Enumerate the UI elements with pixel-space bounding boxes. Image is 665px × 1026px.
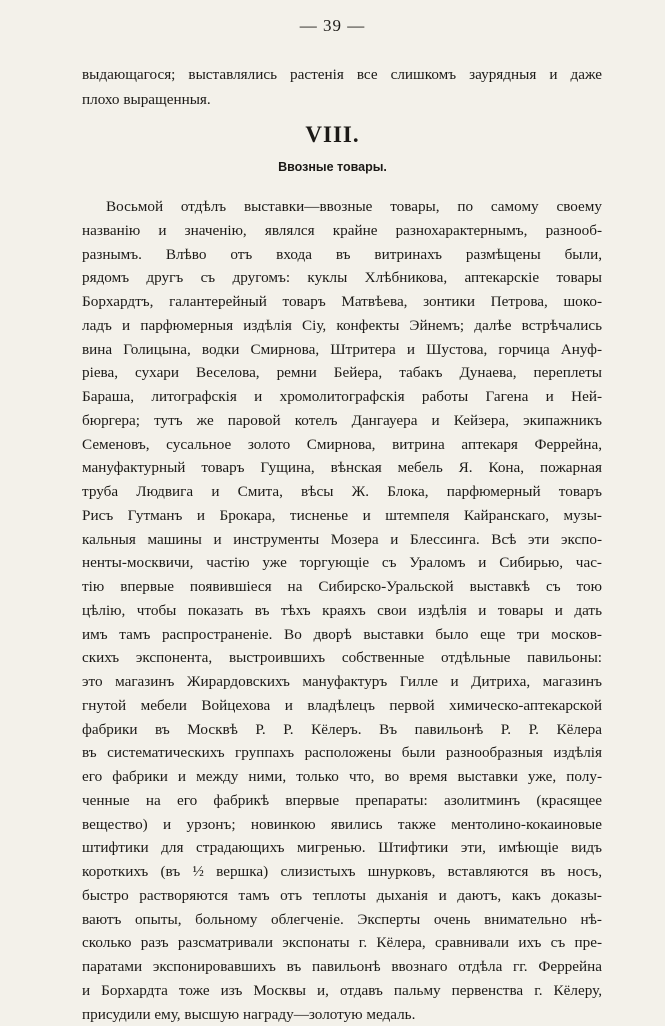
text-line: разнымъ. Влѣво отъ входа въ витринахъ размѣщены были,	[82, 243, 602, 267]
text-line: и Борхардта тоже изъ Москвы и, отдавъ пальму первенства г. Кёлеру,	[82, 979, 602, 1003]
text-line: штифтики для страдающихъ мигренью. Штифтики эти, имѣющіе видъ	[82, 836, 602, 860]
text-line: мануфактурный товаръ Гущина, вѣнская мебель Я. Кона, пожарная	[82, 456, 602, 480]
text-line: бюргера; тутъ же паровой котелъ Дангауера и Кейзера, экипажникъ	[82, 409, 602, 433]
text-line: выдающагося; выставлялись растенія все слишкомъ заурядныя и даже	[82, 62, 602, 87]
text-line: тію впервые появившіеся на Сибирско-Уральской выставкѣ съ тою	[82, 575, 602, 599]
text-line: ченные на его фабрикѣ впервые препараты: азолитминъ (красящее	[82, 789, 602, 813]
text-line: рядомъ другъ съ другомъ: куклы Хлѣбникова, аптекарскіе товары	[82, 266, 602, 290]
text-line: труба Людвига и Смита, вѣсы Ж. Блока, парфюмерный товаръ	[82, 480, 602, 504]
text-line: паратами экспонировавшихъ въ павильонѣ ввознаго отдѣла гг. Феррейна	[82, 955, 602, 979]
page-number: — 39 —	[0, 16, 665, 36]
text-line: Восьмой отдѣлъ выставки—ввозные товары, по самому своему	[82, 195, 602, 219]
carry-over-text	[82, 62, 602, 112]
text-line: цѣлію, чтобы показать въ тѣхъ краяхъ свои издѣлія и товары и дать	[82, 599, 602, 623]
text-line: плохо выращенныя.	[82, 87, 602, 112]
text-line: скихъ экспонента, выстроившихъ собственные отдѣльные павильоны:	[82, 646, 602, 670]
text-line: Семеновъ, сусальное золото Смирнова, витрина аптекаря Феррейна,	[82, 433, 602, 457]
text-line: вещество) и урзонъ; новинкою явились также ментолино-кокаиновые	[82, 813, 602, 837]
text-line: присудили ему, высшую награду—золотую медаль.	[82, 1003, 602, 1026]
text-line: его фабрики и между ними, только что, во время выставки уже, полу-	[82, 765, 602, 789]
text-line: названію и значенію, являлся крайне разнохарактернымъ, разнооб-	[82, 219, 602, 243]
text-line: фабрики въ Москвѣ Р. Р. Кёлеръ. Въ павильонѣ Р. Р. Кёлера	[82, 718, 602, 742]
text-line: короткихъ (въ ½ вершка) слизистыхъ шнурковъ, вставляются въ носъ,	[82, 860, 602, 884]
chapter-heading: VIII.	[0, 122, 665, 148]
text-line: Рисъ Гутманъ и Брокара, тисненье и штемпеля Кайранскаго, музы-	[82, 504, 602, 528]
text-line: имъ тамъ распространеніе. Во дворѣ выставки было еще три москов-	[82, 623, 602, 647]
section-title: Ввозные товары.	[0, 160, 665, 174]
text-line: ладъ и парфюмерныя издѣлія Сіу, конфекты Эйнемъ; далѣе встрѣчались	[82, 314, 602, 338]
text-line: это магазинъ Жирардовскихъ мануфактуръ Гилле и Дитриха, магазинъ	[82, 670, 602, 694]
text-line: вина Голицына, водки Смирнова, Штритера и Шустова, горчица Ануф-	[82, 338, 602, 362]
section-paragraph	[82, 195, 602, 1026]
text-line: въ систематическихъ группахъ расположены были разнообразныя издѣлія	[82, 741, 602, 765]
text-line: гнутой мебели Войцехова и владѣлецъ первой химическо-аптекарской	[82, 694, 602, 718]
text-line: кальныя машины и инструменты Мозера и Блессинга. Всѣ эти экспо-	[82, 528, 602, 552]
text-line: ріева, сухари Веселова, ремни Бейера, табакъ Дунаева, переплеты	[82, 361, 602, 385]
text-line: ненты-москвичи, частію уже торгующіе съ Ураломъ и Сибирью, час-	[82, 551, 602, 575]
text-line: быстро растворяются тамъ отъ теплоты дыханія и даютъ, какъ доказы-	[82, 884, 602, 908]
text-line: Бараша, литографскія и хромолитографскія работы Гагена и Ней-	[82, 385, 602, 409]
text-line: ваютъ опыты, больному облегченіе. Эксперты очень внимательно нѣ-	[82, 908, 602, 932]
text-line: сколько разъ разсматривали экспонаты г. Кёлера, сравнивали ихъ съ пре-	[82, 931, 602, 955]
text-line: Борхардтъ, галантерейный товаръ Матвѣева, зонтики Петрова, шоко-	[82, 290, 602, 314]
